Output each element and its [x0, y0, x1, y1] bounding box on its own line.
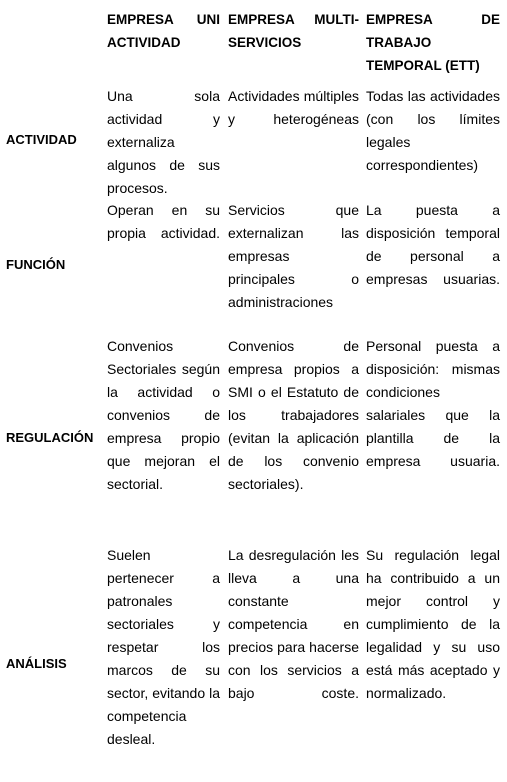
row-label-analisis: ANÁLISIS: [6, 656, 67, 671]
header-multi-servicios: EMPRESA MULTI-SERVICIOS: [228, 12, 359, 50]
cell-analisis-ett: Su regulación legal ha contribuido a un mejor control y cumplimiento de la legalidad y su uso está más aceptado y normalizado.: [366, 547, 500, 701]
cell-regulacion-multi: Convenios de empresa propios a SMI o el Estatuto de los trabajadores (evitan la aplicación de los convenio sectoriales).: [228, 338, 359, 492]
cell-analisis-uni: Suelen pertenecer a patronales sectoriales y respetar los marcos de su sector, evitando la competencia desleal.: [107, 547, 220, 747]
cell-funcion-uni: Operan en su propia actividad.: [107, 202, 220, 241]
cell-funcion-multi: Servicios que externalizan las empresas principales o administraciones: [228, 202, 359, 310]
row-label-actividad: ACTIVIDAD: [6, 132, 77, 147]
cell-regulacion-uni: Convenios Sectoriales según la actividad o convenios de empresa propio que mejoran el sectorial.: [107, 338, 220, 492]
cell-actividad-ett: Todas las actividades (con los límites legales correspondientes): [366, 88, 500, 173]
cell-funcion-ett: La puesta a disposición temporal de personal a empresas usuarias.: [366, 202, 500, 287]
cell-actividad-uni: Una sola actividad y externaliza algunos de sus procesos.: [107, 88, 220, 196]
cell-regulacion-ett: Personal puesta a disposición: mismas condiciones salariales que la plantilla de la empresa usuaria.: [366, 338, 500, 469]
cell-analisis-multi: La desregulación les lleva a una constante competencia en precios para hacerse con los servicios a bajo coste.: [228, 547, 359, 701]
header-ett: EMPRESA DE TRABAJO TEMPORAL (ETT): [366, 12, 500, 73]
cell-actividad-multi: Actividades múltiples y heterogéneas: [228, 88, 359, 127]
header-uni-actividad: EMPRESA UNI ACTIVIDAD: [107, 12, 220, 50]
row-label-funcion: FUNCIÓN: [6, 257, 66, 272]
row-label-regulacion: REGULACIÓN: [6, 430, 94, 445]
